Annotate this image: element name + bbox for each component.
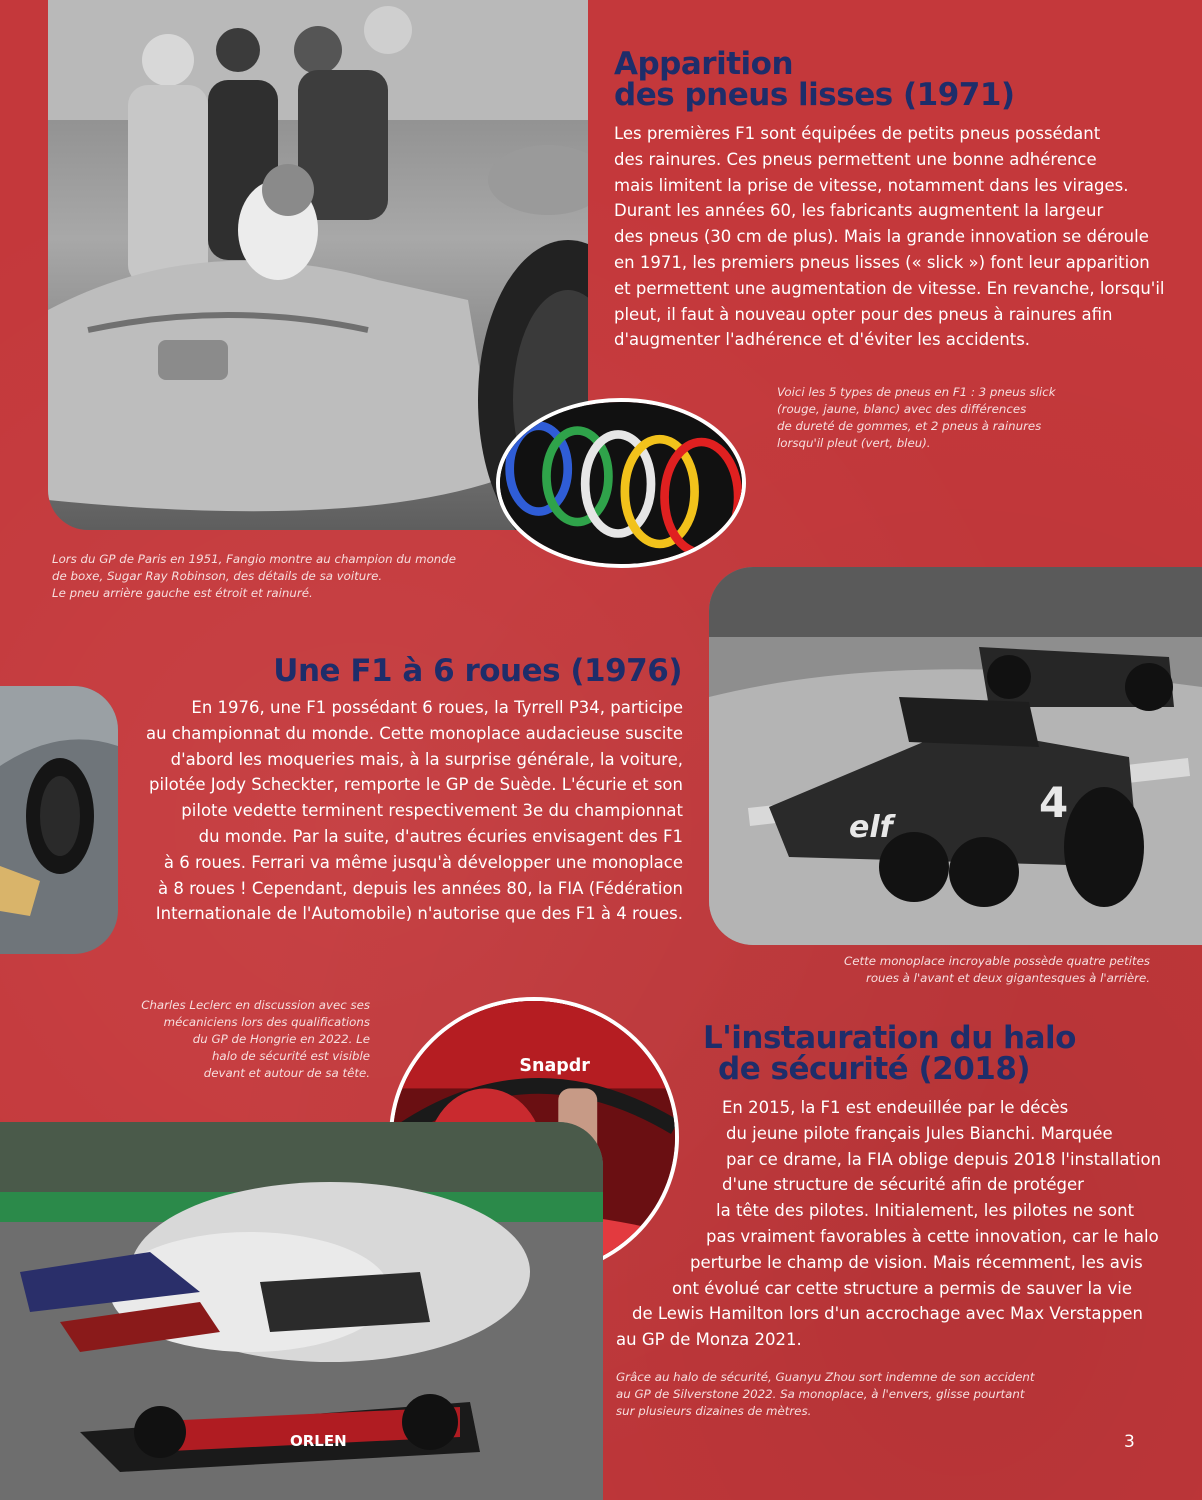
halo-body-line: la tête des pilotes. Initialement, les pilotes ne sont xyxy=(716,1201,1135,1221)
halo-body-line: En 2015, la F1 est endeuillée par le décès xyxy=(722,1098,1069,1117)
pneus-body-line: et permettent une augmentation de vitesse. En revanche, lorsqu'il xyxy=(614,278,1165,298)
six-roues-body xyxy=(146,695,683,927)
halo-body-line: de Lewis Hamilton lors d'un accrochage avec Max Verstappen xyxy=(632,1304,1144,1324)
pneus-heading-line: des pneus lisses (1971) xyxy=(614,77,1015,113)
six-roues-body-line: pilotée Jody Scheckter, remporte le GP de Suède. L'écurie et son xyxy=(149,775,683,795)
six-roues-body-line: au championnat du monde. Cette monoplace audacieuse suscite xyxy=(145,723,683,743)
fangio-caption xyxy=(52,551,456,602)
six-roues-body-line: à 6 roues. Ferrari va même jusqu'à développer une monoplace xyxy=(163,852,683,872)
pneus-body-line: des rainures. Ces pneus permettent une bonne adhérence xyxy=(614,149,1097,169)
vintage-car-photo xyxy=(0,686,118,954)
halo-body xyxy=(600,1095,1161,1353)
zhou-caption-line: sur plusieurs dizaines de mètres. xyxy=(616,1404,812,1418)
tyrrell-caption-line: roues à l'avant et deux gigantesques à l'arrière. xyxy=(865,971,1150,985)
pirelli-tyres-photo xyxy=(496,398,746,568)
leclerc-caption-line: devant et autour de sa tête. xyxy=(203,1066,370,1080)
tyres-caption xyxy=(777,384,1056,452)
pneus-heading xyxy=(614,46,1015,113)
halo-body-line: perturbe le champ de vision. Mais récemment, les avis xyxy=(690,1252,1143,1272)
leclerc-caption-line: mécaniciens lors des qualifications xyxy=(163,1015,370,1029)
six-roues-body-line: du monde. Par la suite, d'autres écuries envisagent des F1 xyxy=(198,826,683,846)
zhou-caption-line: Grâce au halo de sécurité, Guanyu Zhou sort indemne de son accident xyxy=(616,1370,1035,1384)
leclerc-caption xyxy=(141,997,370,1082)
tyrrell-car-number: 4 xyxy=(1039,778,1069,827)
fangio-caption-line: de boxe, Sugar Ray Robinson, des détails de sa voiture. xyxy=(52,569,383,583)
pneus-body-line: Les premières F1 sont équipées de petits pneus possédant xyxy=(614,124,1101,143)
halo-heading xyxy=(703,1020,1076,1087)
halo-body-line: par ce drame, la FIA oblige depuis 2018 l'installation xyxy=(726,1149,1162,1169)
halo-body-line: du jeune pilote français Jules Bianchi. Marquée xyxy=(726,1123,1113,1143)
leclerc-caption-line: Charles Leclerc en discussion avec ses xyxy=(141,998,370,1012)
pneus-body-line: mais limitent la prise de vitesse, notamment dans les virages. xyxy=(614,175,1129,195)
six-roues-heading-line: Une F1 à 6 roues (1976) xyxy=(273,653,682,689)
fangio-caption-line: Le pneu arrière gauche est étroit et rainuré. xyxy=(52,586,313,600)
halo-heading-line: L'instauration du halo xyxy=(703,1020,1076,1056)
pneus-body-line: des pneus (30 cm de plus). Mais la grande innovation se déroule xyxy=(614,227,1149,247)
pneus-body-line: en 1971, les premiers pneus lisses (« slick ») font leur apparition xyxy=(614,252,1150,272)
fangio-caption-line: Lors du GP de Paris en 1951, Fangio montre au champion du monde xyxy=(52,552,457,566)
six-roues-body-line: pilote vedette terminent respectivement 3e du championnat xyxy=(181,801,683,821)
tyres-caption-line: Voici les 5 types de pneus en F1 : 3 pneus slick xyxy=(777,385,1056,399)
zhou-crash-photo xyxy=(0,1122,603,1500)
six-roues-heading xyxy=(273,653,682,689)
snapdragon-sponsor-text: Snapdr xyxy=(519,1055,590,1076)
tyrrell-caption-line: Cette monoplace incroyable possède quatre petites xyxy=(843,954,1150,968)
six-roues-body-line: Internationale de l'Automobile) n'autorise que des F1 à 4 roues. xyxy=(155,904,683,924)
halo-body-line: ont évolué car cette structure a permis de sauver la vie xyxy=(672,1278,1133,1298)
six-roues-body-line: En 1976, une F1 possédant 6 roues, la Tyrrell P34, participe xyxy=(191,698,683,717)
halo-body-line: pas vraiment favorables à cette innovation, car le halo xyxy=(706,1226,1159,1246)
halo-heading-line: de sécurité (2018) xyxy=(718,1051,1031,1087)
tyres-caption-line: de dureté de gommes, et 2 pneus à rainures xyxy=(777,419,1042,433)
orlen-sponsor-text: ORLEN xyxy=(290,1432,347,1450)
pneus-body-line: d'augmenter l'adhérence et d'éviter les accidents. xyxy=(614,330,1031,350)
zhou-caption xyxy=(616,1369,1035,1420)
pneus-body-line: Durant les années 60, les fabricants augmentent la largeur xyxy=(614,201,1104,221)
pneus-heading-line: Apparition xyxy=(614,46,794,82)
leclerc-caption-line: halo de sécurité est visible xyxy=(211,1049,370,1063)
six-roues-body-line: à 8 roues ! Cependant, depuis les années 80, la FIA (Fédération xyxy=(157,878,683,898)
halo-body-line: au GP de Monza 2021. xyxy=(616,1330,802,1350)
halo-body-line: d'une structure de sécurité afin de protéger xyxy=(722,1175,1084,1195)
six-roues-body-line: d'abord les moqueries mais, à la surprise générale, la voiture, xyxy=(170,749,683,769)
tyrrell-sponsor-text: elf xyxy=(849,810,893,845)
zhou-caption-line: au GP de Silverstone 2022. Sa monoplace, à l'envers, glisse pourtant xyxy=(616,1387,1025,1401)
tyrrell-p34-photo xyxy=(709,567,1202,945)
pneus-body-line: pleut, il faut à nouveau opter pour des pneus à rainures afin xyxy=(614,304,1113,324)
tyrrell-caption xyxy=(844,953,1150,987)
tyres-caption-line: (rouge, jaune, blanc) avec des différences xyxy=(777,402,1027,416)
leclerc-caption-line: du GP de Hongrie en 2022. Le xyxy=(192,1032,370,1046)
tyres-caption-line: lorsqu'il pleut (vert, bleu). xyxy=(777,436,931,450)
page-number: 3 xyxy=(1124,1432,1135,1452)
pneus-body xyxy=(614,121,1165,353)
